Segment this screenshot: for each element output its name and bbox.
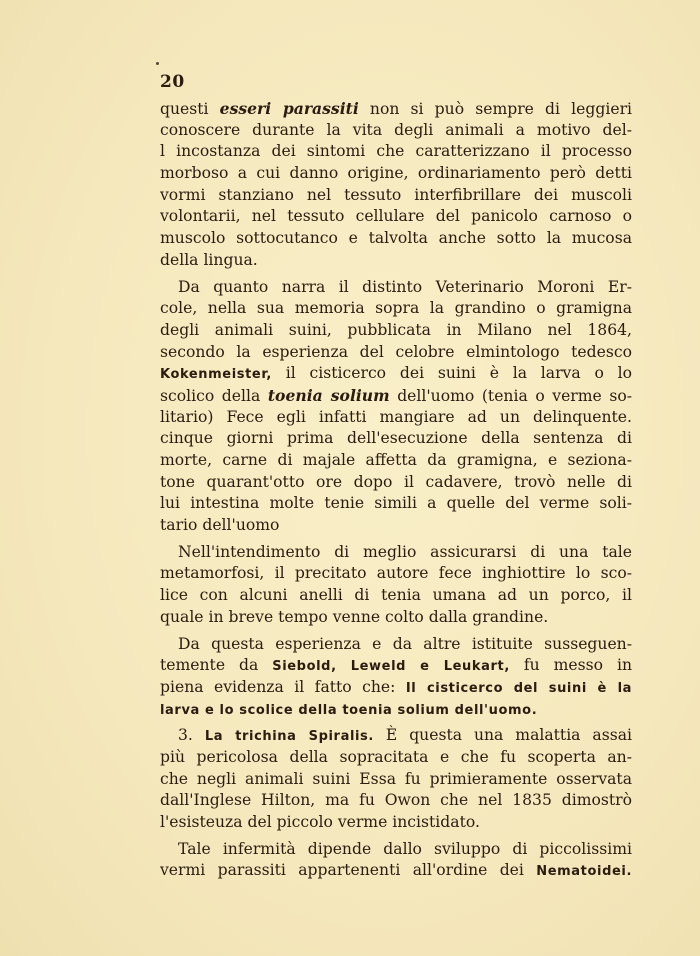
text-segment: che negli animali suini Essa fu primieramente osservata	[160, 769, 632, 788]
text-segment: fu messo in	[509, 656, 632, 675]
text-segment: Da questa esperienza e da altre istituite susseguen-	[178, 634, 632, 653]
text-line	[160, 298, 632, 320]
text-segment: È questa una malattia assai	[373, 726, 632, 745]
text-segment: dall'Inglese Hilton, ma fu Owon che nel 1835 dimostrò	[160, 791, 632, 810]
text-segment: Tale infermità dipende dallo sviluppo di piccolissimi	[178, 839, 632, 858]
italic-term: toenia solium	[267, 385, 390, 405]
bold-term: La trichina Spiralis.	[204, 729, 374, 745]
text-segment: piena evidenza il fatto che:	[160, 677, 406, 696]
text-segment: volontarii, nel tessuto cellulare del panicolo carnoso o	[160, 207, 632, 226]
italic-term: esseri parassiti	[219, 99, 359, 118]
text-segment: quale in breve tempo venne colto dalla grandine.	[160, 607, 549, 626]
text-segment: degli animali suini, pubblicata in Milano nel 1864,	[160, 320, 632, 339]
text-segment: Nell'intendimento di meglio assicurarsi di una tale	[178, 542, 632, 561]
text-line	[160, 277, 632, 299]
text-segment: morte, carne di majale affetta da gramigna, e seziona-	[160, 451, 632, 469]
text-line	[160, 860, 632, 882]
text-line	[160, 634, 632, 656]
bold-term: Nematoidei.	[536, 864, 632, 880]
text-line	[160, 141, 632, 163]
bold-term: Kokenmeister,	[160, 367, 272, 383]
text-line	[160, 563, 632, 585]
text-line	[160, 493, 632, 515]
text-segment: morboso a cui danno origine, ordinariamento però detti	[160, 164, 632, 183]
text-line	[160, 120, 632, 142]
bold-term: larva e lo scolice della toenia solium dell'uomo.	[160, 702, 538, 718]
text-line	[160, 320, 632, 342]
text-line	[160, 163, 632, 185]
text-segment: lice con alcuni anelli di tenia umana ad un porco, il	[160, 586, 632, 605]
text-line	[160, 228, 632, 250]
text-line	[160, 725, 632, 747]
text-segment: tario dell'uomo	[160, 516, 280, 535]
text-segment: non si può sempre di leggieri	[358, 100, 632, 118]
text-segment: Da quanto narra il distinto Veterinario Moroni Er-	[178, 277, 632, 296]
text-segment: temente da	[160, 656, 273, 675]
text-segment: scolico della	[160, 386, 268, 405]
text-line	[160, 747, 632, 769]
text-line	[160, 428, 632, 450]
text-segment: lui intestina molte tenie simili a quelle del verme soli-	[160, 494, 632, 513]
text-line	[160, 450, 632, 472]
bold-term: Il cisticerco del suini è la	[405, 680, 632, 696]
text-line	[160, 515, 632, 537]
bold-term: Siebold, Leweld e Leukart,	[272, 659, 510, 675]
text-segment: cinque giorni prima dell'esecuzione della sentenza di	[160, 429, 632, 448]
text-segment: dell'uomo (tenia o verme so-	[389, 386, 632, 405]
text-line	[160, 407, 632, 429]
text-segment: questi	[160, 100, 220, 118]
text-segment: conoscere durante la vita degli animali a motivo del-	[160, 120, 632, 139]
text-segment: cole, nella sua memoria sopra la grandino o gramigna	[160, 299, 632, 318]
text-line	[160, 655, 632, 677]
text-line	[160, 342, 632, 364]
body-text	[160, 98, 632, 882]
ink-speck	[156, 62, 159, 65]
text-line	[160, 472, 632, 494]
text-segment: vormi stanziano nel tessuto interfibrillare dei muscoli	[160, 185, 632, 204]
text-segment: muscolo sottocutanco e talvolta anche sotto la mucosa	[160, 229, 632, 248]
text-line	[160, 790, 632, 812]
text-line	[160, 206, 632, 228]
page-number: 20	[160, 72, 185, 92]
text-segment: secondo la esperienza del celobre elmintologo tedesco	[160, 342, 632, 361]
text-line	[160, 607, 632, 629]
text-line	[160, 385, 632, 407]
text-line	[160, 585, 632, 607]
text-line	[160, 542, 632, 564]
text-line	[160, 677, 632, 699]
text-line	[160, 363, 632, 385]
text-segment: vermi parassiti appartenenti all'ordine dei	[160, 861, 537, 880]
text-segment: più pericolosa della sopracitata e che fu scoperta an-	[160, 747, 632, 766]
text-segment: 3.	[178, 726, 205, 745]
text-segment: l'esisteuza del piccolo verme incistidato.	[160, 813, 480, 831]
text-segment: della lingua.	[160, 250, 258, 269]
text-line	[160, 185, 632, 207]
text-segment: il cisticerco dei suini è la larva o lo	[271, 364, 632, 383]
text-line	[160, 699, 632, 721]
text-segment: litario) Fece egli infatti mangiare ad un delinquente.	[160, 407, 632, 426]
text-segment: tone quarant'otto ore dopo il cadavere, trovò nelle di	[160, 472, 632, 491]
text-segment: l incostanza dei sintomi che caratterizzano il processo	[160, 142, 632, 161]
text-line	[160, 839, 632, 861]
text-segment: metamorfosi, il precitato autore fece inghiottire lo sco-	[160, 564, 632, 583]
text-line	[160, 98, 632, 120]
text-line	[160, 769, 632, 791]
text-line	[160, 812, 632, 834]
text-line	[160, 250, 632, 272]
